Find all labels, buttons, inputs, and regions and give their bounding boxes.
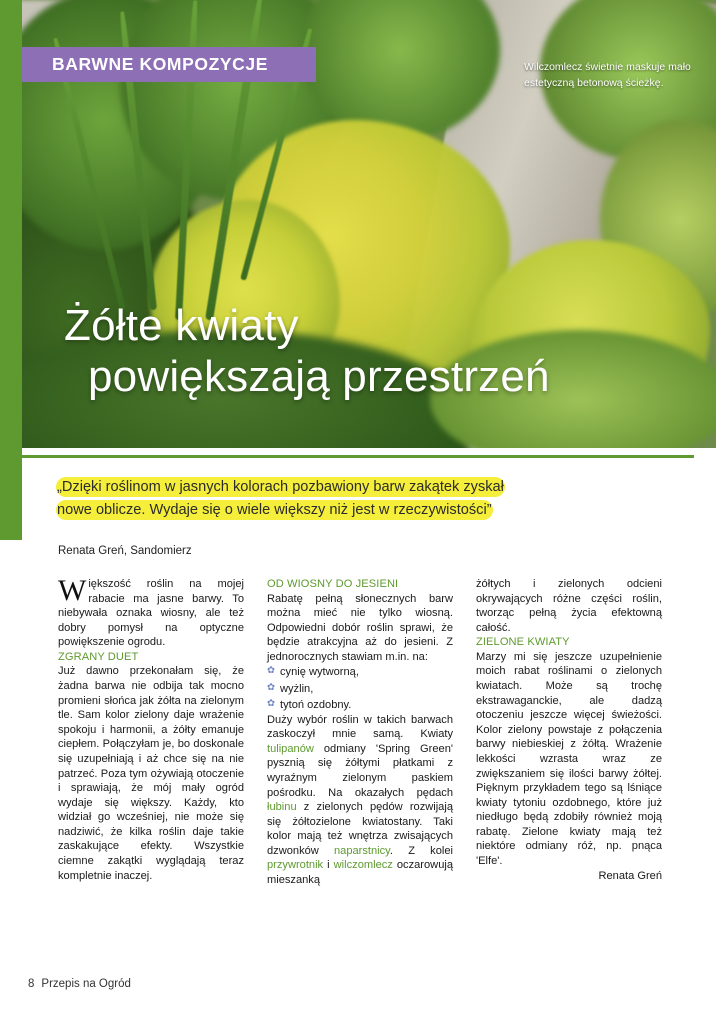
list-item: ✿ cynię wytworną, [267, 664, 453, 680]
page-title-line-2: powiększają przestrzeń [88, 352, 550, 402]
plant-name-highlight: tulipanów [267, 742, 314, 755]
text-run: odmiany 'Spring Green' pysznią się żółtymi płatkami z wyraźnym zielonym paskiem pośrodku. Na okazałych pędach [267, 742, 453, 799]
plant-name-highlight: naparstnicy [334, 844, 390, 857]
page-title [0, 300, 716, 403]
drop-cap: W [58, 574, 87, 607]
column-subhead: ZIELONE KWIATY [476, 636, 570, 649]
section-kicker-label: BARWNE KOMPOZYCJE [52, 54, 269, 74]
photo-caption: Wilczomlecz świetnie maskuje mało estetyczną betonową ścieżkę. [524, 61, 691, 89]
body-paragraph: żółtych i zielonych odcieni okrywających różne części roślin, tworząc pełną życia efektowną całość. [476, 578, 662, 634]
column-1 [58, 574, 244, 957]
column-2 [267, 577, 453, 957]
lead-quote-highlight-2: nowe oblicze. Wydaje się o wiele większy niż jest w rzeczywistości” [57, 502, 492, 519]
lead-quote-line-2 [56, 499, 666, 522]
plant-name-highlight: przywrotnik [267, 859, 324, 872]
text-run: z zielonych pędów rozwijają się żółtozielone kwiatostany. Taki kolor mają też wnętrza zwisających dzwonków [267, 801, 453, 857]
body-paragraph: Już dawno przekonałam się, że żadna barwa nie odbija tak mocno promieni słońca jak żółta na zielonym tle. Sam kolor zielony daje wrażenie spokoju i harmonii, a żółty emanuje ciepłem. Połączyłam je, bo doskonale się uzupełniają i aż chce się na nie patrzeć. Poza tym ożywiają otoczenie i sprawiają, że mój mały ogród wydaje się większy. Każdy, kto widział go wcześniej, nie może się nadziwić, że kilka roślin daje takie zaskakujące efekty. Wszystkie ciemne zakątki wyglądają teraz kompletnie inaczej. [58, 665, 244, 882]
lead-quote-highlight-1: „Dzięki roślinom w jasnych kolorach pozbawiony barw zakątek zyskał [57, 479, 504, 495]
plant-list [267, 664, 453, 712]
lead-quote [56, 476, 666, 523]
body-paragraph-dropcap [58, 574, 244, 650]
magazine-name: Przepis na Ogród [41, 978, 131, 990]
text-run: Duży wybór roślin w takich barwach zaskoczył mnie samą. Kwiaty [267, 713, 453, 741]
column-3 [476, 577, 662, 957]
lead-quote-line-1 [56, 476, 666, 499]
author-signature: Renata Greń [598, 869, 662, 882]
page-title-line-1: Żółte kwiaty [64, 301, 299, 350]
page-footer [28, 978, 131, 990]
body-paragraph-rich [267, 713, 453, 888]
byline: Renata Greń, Sandomierz [58, 545, 192, 557]
body-paragraph-text: iększość roślin na mojej rabacie ma jasne barwy. To niebywała oznaka wiosny, ale też dobry pomysł na optyczne powiększenie ogrodu. [58, 578, 244, 649]
plant-name-highlight: wilczomlecz [333, 859, 393, 872]
text-run: . Z kolei [389, 844, 453, 857]
list-item: ✿ wyżlin, [267, 681, 453, 697]
left-green-bar [0, 0, 22, 540]
body-paragraph: Marzy mi się jeszcze uzupełnienie moich rabat roślinami o zielonych kwiatach. Może są trochę ekstrawaganckie, ale dadzą otoczeniu jeszcze więcej świeżości. Kolor zielony powstaje z połączenia barwy niebieskiej z żółtą. Wrażenie lekkości wzrasta wraz ze zwiększaniem się ilości barwy żółtej. Pięknym przykładem tego są lśniące kwiaty tytoniu ozdobnego, które już niedługo będą zdobiły również moją rabatę. Zielone kwiaty mają też niektóre odmiany róż, np. pnąca 'Elfe'. [476, 650, 662, 867]
green-divider [22, 455, 694, 458]
column-subhead: OD WIOSNY DO JESIENI [267, 578, 399, 590]
text-run: oczarowują mieszanką [267, 859, 453, 887]
text-run: i [323, 859, 334, 872]
body-paragraph: Rabatę pełną słonecznych barw można mieć nie tylko wiosną. Odpowiedni dobór roślin sprawi, że będzie atrakcyjna aż do jesieni. Z jednorocznych stawiam m.in. na: [267, 592, 453, 663]
plant-name-highlight: łubinu [267, 801, 297, 814]
list-item: ✿ tytoń ozdobny. [267, 697, 453, 713]
section-kicker [22, 47, 316, 82]
article-columns [58, 574, 662, 957]
column-subhead: ZGRANY DUET [58, 650, 139, 663]
page-number: 8 [28, 978, 35, 990]
